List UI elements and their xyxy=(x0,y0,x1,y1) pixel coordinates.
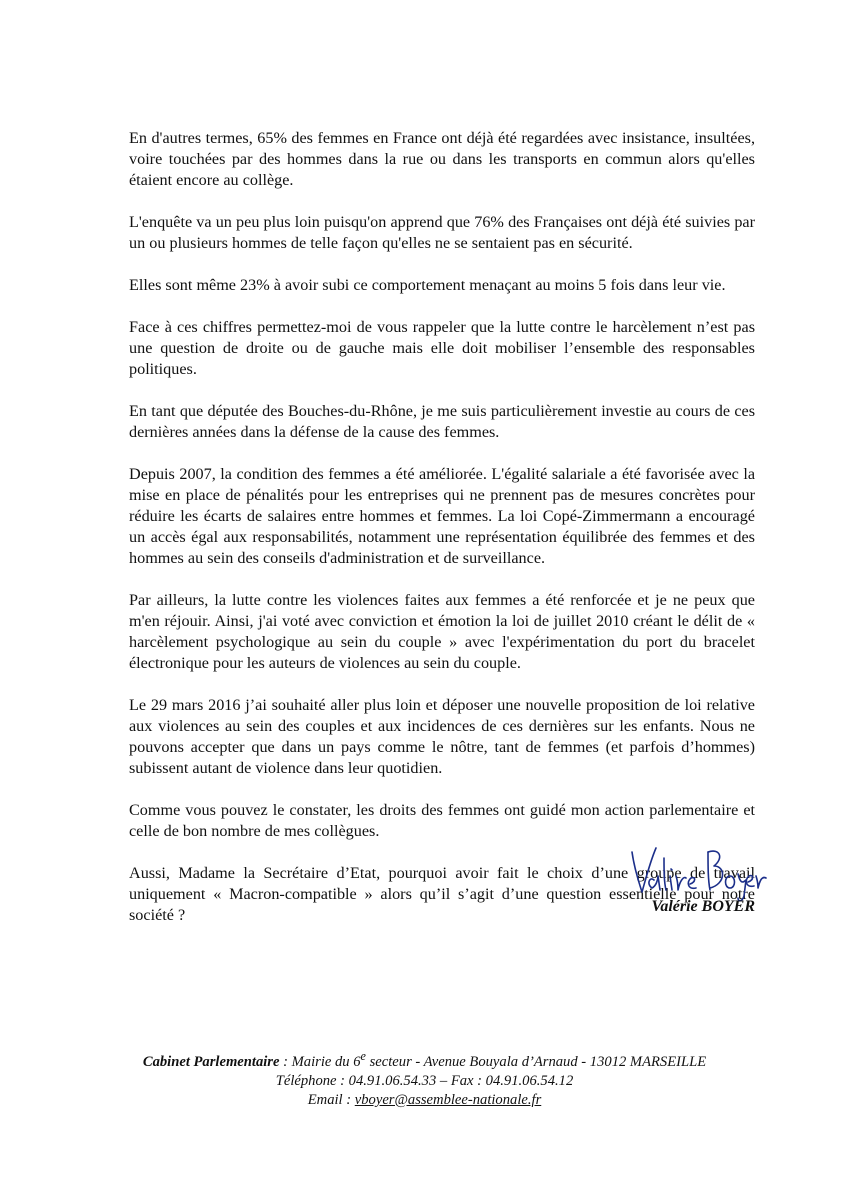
letter-body xyxy=(129,128,755,926)
address-rest: secteur - Avenue Bouyala d’Arnaud - 13012 MARSEILLE xyxy=(365,1053,707,1070)
paragraph-3: Elles sont même 23% à avoir subi ce comportement menaçant au moins 5 fois dans leur vie. xyxy=(129,276,726,294)
paragraph-7: Par ailleurs, la lutte contre les violences faites aux femmes a été renforcée et je ne peux que m'en réjouir. Ainsi, j'ai voté avec conviction et émotion la loi de juillet 2010 créant le délit de « harcèlement psychologique au sein du couple » avec l'expérimentation du port du bracelet électronique pour les auteurs de violences au sein du couple. xyxy=(129,591,755,672)
email-label: Email : xyxy=(307,1091,355,1108)
email-link[interactable]: vboyer@assemblee-nationale.fr xyxy=(354,1091,542,1108)
address-superscript: e xyxy=(360,1049,366,1063)
paragraph-8: Le 29 mars 2016 j’ai souhaité aller plus loin et déposer une nouvelle proposition de loi relative aux violences au sein des couples et aux incidences de ces dernières sur les enfants. Nous ne pouvons accepter que dans un pays comme le nôtre, tant de femmes (et parfois d’hommes) subissent autant de violence dans leur quotidien. xyxy=(129,696,755,777)
address-prefix: : Mairie du 6 xyxy=(279,1053,361,1070)
paragraph-9: Comme vous pouvez le constater, les droits des femmes ont guidé mon action parlementaire et celle de bon nombre de mes collègues. xyxy=(129,801,755,840)
footer-address-line xyxy=(0,1047,849,1072)
footer-phone-line: Téléphone : 04.91.06.54.33 – Fax : 04.91.06.54.12 xyxy=(275,1072,574,1089)
paragraph-10: Aussi, Madame la Secrétaire d’Etat, pourquoi avoir fait le choix d’une groupe de travail uniquement « Macron-compatible » alors qu’il s’agit d’une question essentielle pour notre société ? xyxy=(129,864,755,924)
paragraph-1: En d'autres termes, 65% des femmes en France ont déjà été regardées avec insistance, insultées, voire touchées par des hommes dans la rue ou dans les transports en commun alors qu'elles étaient encore au collège. xyxy=(129,129,755,189)
letterhead-footer xyxy=(0,1047,849,1110)
signer-name: Valérie BOYER xyxy=(651,898,755,915)
paragraph-2: L'enquête va un peu plus loin puisqu'on apprend que 76% des Françaises ont déjà été suivies par un ou plusieurs hommes de telle façon qu'elles ne se sentaient pas en sécurité. xyxy=(129,213,755,252)
footer-email-line xyxy=(0,1091,849,1110)
office-label: Cabinet Parlementaire xyxy=(142,1053,280,1070)
handwritten-signature xyxy=(610,836,770,904)
paragraph-5: En tant que députée des Bouches-du-Rhône, je me suis particulièrement investie au cours de ces dernières années dans la défense de la cause des femmes. xyxy=(129,402,755,441)
paragraph-6: Depuis 2007, la condition des femmes a été améliorée. L'égalité salariale a été favorisée avec la mise en place de pénalités pour les entreprises qui ne prennent pas de mesures concrètes pour réduire les écarts de salaires entre hommes et femmes. La loi Copé-Zimmermann a encouragé un accès égal aux responsabilités, notamment une représentation équilibrée des femmes et des hommes au sein des conseils d'administration et de surveillance. xyxy=(129,465,755,567)
paragraph-4: Face à ces chiffres permettez-moi de vous rappeler que la lutte contre le harcèlement n’est pas une question de droite ou de gauche mais elle doit mobiliser l’ensemble des responsables politiques. xyxy=(129,318,755,378)
